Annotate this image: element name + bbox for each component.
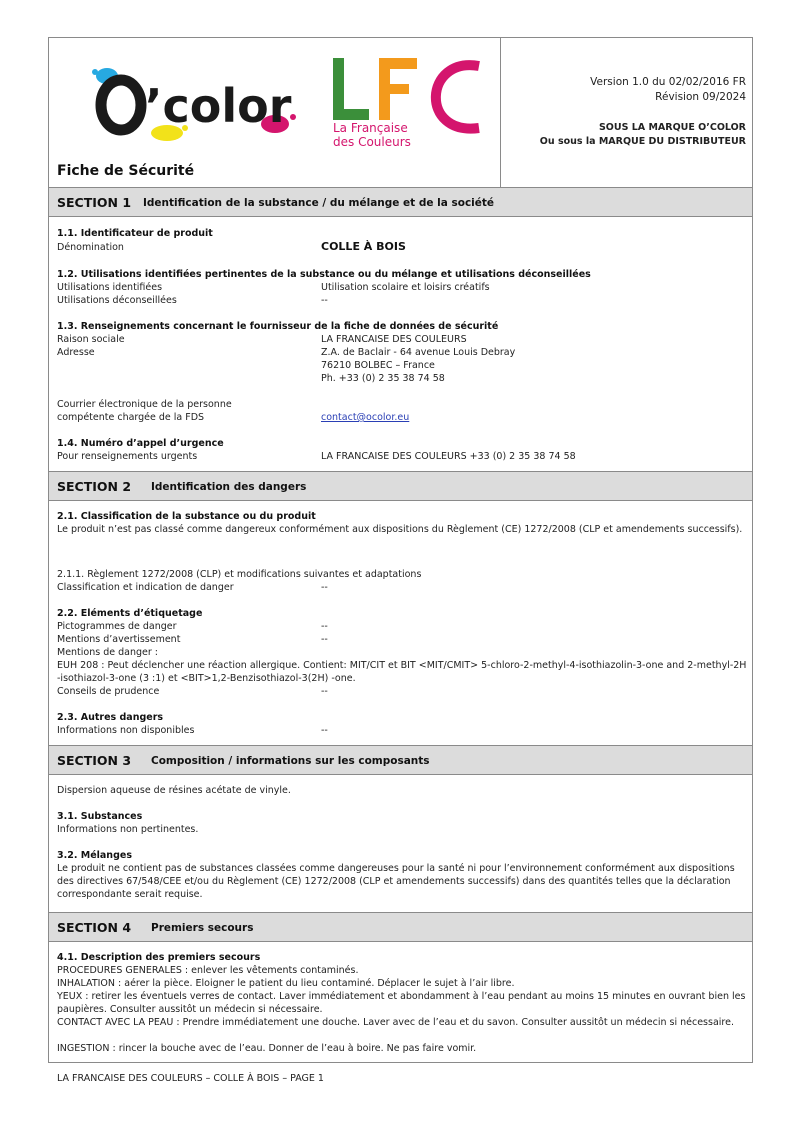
denomination-label: Dénomination bbox=[57, 242, 124, 253]
ocolor-logo bbox=[87, 62, 302, 144]
email-link[interactable]: contact@ocolor.eu bbox=[321, 412, 410, 423]
section-number: SECTION 3 bbox=[57, 753, 132, 768]
mixtures-paragraph: Le produit ne contient pas de substances classées comme dangereuses pour la santé ni pour l’environnement conformément aux dispositions des directives 67/548/CEE et/ou du Règlement (CE) 1272/2008 (CLP et amendements successifs) dans des quantités telles que la déclaration correspondante serait requise. bbox=[57, 863, 735, 900]
heading-3-1: 3.1. Substances bbox=[57, 811, 143, 822]
euh-statement: EUH 208 : Peut déclencher une réaction allergique. Contient: MIT/CIT et BIT <MIT/CMIT> 5-chloro-2-methyl-4-isothiazolin-3-one and 2-methyl-2H -isothiazol-3-one (3 :1) et <BIT>1,2-Benzisothiazol-3(2H) -one. bbox=[57, 660, 747, 684]
urgent-label: Pour renseignements urgents bbox=[57, 451, 198, 462]
heading-2-3: 2.3. Autres dangers bbox=[57, 712, 164, 723]
pictogram-value: -- bbox=[321, 621, 328, 632]
lfc-logo-text-2: des Couleurs bbox=[333, 135, 411, 149]
lfc-logo-text-1: La Française bbox=[333, 121, 408, 135]
advice-value: -- bbox=[321, 686, 328, 697]
pictogram-label: Pictogrammes de danger bbox=[57, 621, 177, 632]
heading-1-2: 1.2. Utilisations identifiées pertinentes de la substance ou du mélange et utilisations déconseillées bbox=[57, 269, 591, 280]
urgent-value: LA FRANCAISE DES COULEURS +33 (0) 2 35 38 74 58 bbox=[321, 451, 576, 462]
classification-value: -- bbox=[321, 582, 328, 593]
classification-label: Classification et indication de danger bbox=[57, 582, 234, 593]
danger-label: Mentions de danger : bbox=[57, 647, 158, 658]
section-number: SECTION 2 bbox=[57, 479, 132, 494]
first-aid-ingestion: INGESTION : rincer la bouche avec de l’eau. Donner de l’eau à boire. Ne pas faire vomir. bbox=[57, 1043, 477, 1054]
first-aid-general: PROCEDURES GENERALES : enlever les vêtements contaminés. bbox=[57, 965, 359, 976]
composition-intro: Dispersion aqueuse de résines acétate de vinyle. bbox=[57, 785, 291, 796]
company-label: Raison sociale bbox=[57, 334, 125, 345]
email-label-2: compétente chargée de la FDS bbox=[57, 412, 205, 423]
version-text: Version 1.0 du 02/02/2016 FR bbox=[590, 76, 746, 88]
header-divider bbox=[500, 38, 501, 187]
advice-label: Conseils de prudence bbox=[57, 686, 160, 697]
heading-3-2: 3.2. Mélanges bbox=[57, 850, 132, 861]
heading-1-1: 1.1. Identificateur de produit bbox=[57, 228, 213, 239]
brand-line-2: Ou sous la MARQUE DU DISTRIBUTEUR bbox=[539, 136, 746, 147]
first-aid-inhalation: INHALATION : aérer la pièce. Eloigner le patient du lieu contaminé. Déplacer le sujet à l’air libre. bbox=[57, 978, 515, 989]
document-frame bbox=[48, 37, 753, 1063]
heading-4-1: 4.1. Description des premiers secours bbox=[57, 952, 261, 963]
unadvised-label: Utilisations déconseillées bbox=[57, 295, 177, 306]
section-2-header bbox=[49, 471, 752, 501]
section-title: Identification des dangers bbox=[151, 481, 307, 493]
email-label-1: Courrier électronique de la personne bbox=[57, 399, 232, 410]
address-line-2: 76210 BOLBEC – France bbox=[321, 360, 435, 371]
other-dangers-label: Informations non disponibles bbox=[57, 725, 195, 736]
heading-2-2: 2.2. Eléments d’étiquetage bbox=[57, 608, 203, 619]
svg-text:’color: ’color bbox=[145, 79, 292, 133]
warning-label: Mentions d’avertissement bbox=[57, 634, 181, 645]
classification-paragraph: Le produit n’est pas classé comme dangereux conformément aux dispositions du Règlement (CE) 1272/2008 (CLP et amendements successifs). bbox=[57, 524, 743, 535]
first-aid-eyes: YEUX : retirer les éventuels verres de contact. Laver immédiatement et abondamment à l’eau pendant au moins 15 minutes en ouvrant bien les paupières. Consulter aussitôt un médecin si nécessaire. bbox=[57, 991, 746, 1015]
page-title: Fiche de Sécurité bbox=[57, 163, 195, 179]
regulation-line: 2.1.1. Règlement 1272/2008 (CLP) et modifications suivantes et adaptations bbox=[57, 569, 422, 580]
section-4-header bbox=[49, 912, 752, 942]
warning-value: -- bbox=[321, 634, 328, 645]
unadvised-value: -- bbox=[321, 295, 328, 306]
address-line-1: Z.A. de Baclair - 64 avenue Louis Debray bbox=[321, 347, 516, 358]
address-line-3: Ph. +33 (0) 2 35 38 74 58 bbox=[321, 373, 445, 384]
document-header bbox=[49, 38, 752, 188]
denomination-value: COLLE À BOIS bbox=[321, 240, 406, 253]
other-dangers-value: -- bbox=[321, 725, 328, 736]
section-1-header bbox=[49, 187, 752, 217]
revision-text: Révision 09/2024 bbox=[655, 91, 746, 103]
page-footer: LA FRANCAISE DES COULEURS – COLLE À BOIS – PAGE 1 bbox=[57, 1073, 324, 1084]
heading-1-4: 1.4. Numéro d’appel d’urgence bbox=[57, 438, 224, 449]
section-3-header bbox=[49, 745, 752, 775]
section-title: Composition / informations sur les composants bbox=[151, 755, 430, 767]
company-value: LA FRANCAISE DES COULEURS bbox=[321, 334, 467, 345]
heading-1-3: 1.3. Renseignements concernant le fournisseur de la fiche de données de sécurité bbox=[57, 321, 499, 332]
uses-label: Utilisations identifiées bbox=[57, 282, 163, 293]
address-label: Adresse bbox=[57, 347, 95, 358]
section-title: Premiers secours bbox=[151, 922, 254, 934]
section-number: SECTION 1 bbox=[57, 195, 132, 210]
uses-value: Utilisation scolaire et loisirs créatifs bbox=[321, 282, 490, 293]
substances-text: Informations non pertinentes. bbox=[57, 824, 199, 835]
section-title: Identification de la substance / du mélange et de la société bbox=[143, 197, 495, 209]
heading-2-1: 2.1. Classification de la substance ou du produit bbox=[57, 511, 316, 522]
brand-line-1: SOUS LA MARQUE O’COLOR bbox=[598, 122, 746, 133]
section-number: SECTION 4 bbox=[57, 920, 132, 935]
first-aid-skin: CONTACT AVEC LA PEAU : Prendre immédiatement une douche. Laver avec de l’eau et du savon. Consulter aussitôt un médecin si nécessaire. bbox=[57, 1017, 734, 1028]
